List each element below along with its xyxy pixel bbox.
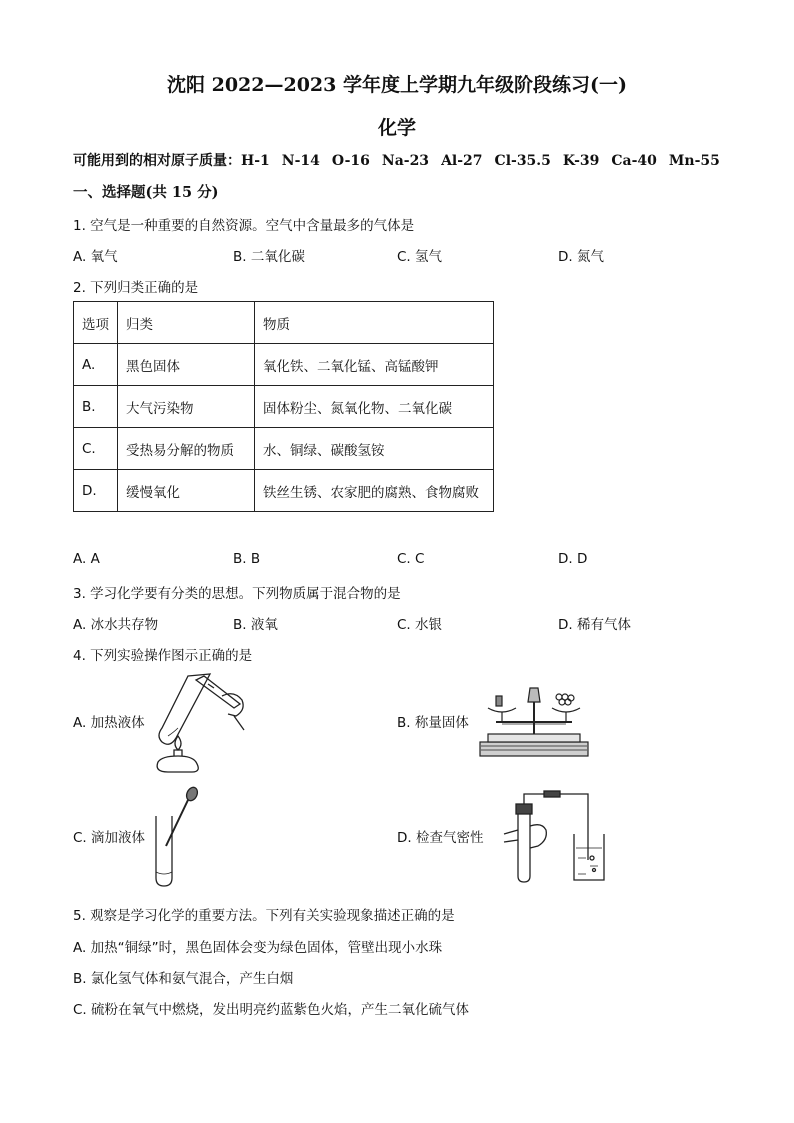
airtightness-check-figure [490, 790, 612, 884]
q3-option-b: B. 液氧 [233, 617, 278, 633]
mass-item: Ca-40 [611, 153, 657, 169]
mass-item: N-14 [281, 153, 320, 169]
q2-option-a: A. A [73, 551, 100, 567]
table-cell: 缓慢氧化 [118, 470, 255, 512]
page-title: 沈阳 2022—2023 学年度上学期九年级阶段练习(一) [167, 74, 627, 96]
q2-option-c: C. C [397, 551, 425, 567]
table-row [74, 386, 494, 428]
mass-item: Al-27 [441, 153, 483, 169]
q5-option-a: A. 加热“铜绿”时，黑色固体会变为绿色固体，管壁出现小水珠 [73, 940, 443, 956]
q4-stem: 4. 下列实验操作图示正确的是 [73, 648, 253, 664]
table-cell: B. [74, 386, 118, 428]
mass-item: K-39 [562, 153, 600, 169]
table-header-cell: 归类 [118, 302, 255, 344]
table-cell: 固体粉尘、氮氧化物、二氧化碳 [255, 386, 494, 428]
q4-option-b: B. 称量固体 [397, 715, 469, 731]
dropping-liquid-figure [152, 786, 202, 888]
q5-option-c: C. 硫粉在氧气中燃烧，发出明亮约蓝紫色火焰，产生二氧化硫气体 [73, 1002, 470, 1018]
q4-option-a: A. 加热液体 [73, 715, 145, 731]
section-heading: 一、选择题(共 15 分) [73, 184, 219, 201]
table-row [74, 470, 494, 512]
q1-option-d: D. 氮气 [558, 249, 604, 265]
q3-option-c: C. 水银 [397, 617, 443, 633]
balance-scale-figure [478, 684, 590, 760]
atomic-masses [73, 150, 732, 170]
table-header-cell: 物质 [255, 302, 494, 344]
q5-option-b: B. 氯化氢气体和氨气混合，产生白烟 [73, 971, 294, 987]
q2-table [73, 301, 494, 512]
heating-liquid-figure [148, 670, 248, 775]
q2-option-b: B. B [233, 551, 261, 567]
table-cell: 水、铜绿、碳酸氢铵 [255, 428, 494, 470]
mass-item: O-16 [331, 153, 370, 169]
q1-option-c: C. 氢气 [397, 249, 443, 265]
table-header-cell: 选项 [74, 302, 118, 344]
table-cell: D. [74, 470, 118, 512]
mass-item: Na-23 [381, 153, 430, 169]
table-cell: 受热易分解的物质 [118, 428, 255, 470]
table-cell: C. [74, 428, 118, 470]
table-row [74, 344, 494, 386]
table-cell: 铁丝生锈、农家肥的腐熟、食物腐败 [255, 470, 494, 512]
q1-option-b: B. 二氧化碳 [233, 249, 305, 265]
atomic-masses-label: 可能用到的相对原子质量： [73, 153, 241, 169]
mass-item: Mn-55 [668, 153, 720, 169]
q4-option-d: D. 检查气密性 [397, 830, 484, 846]
q3-option-d: D. 稀有气体 [558, 617, 631, 633]
q2-option-d: D. D [558, 551, 588, 567]
q1-option-a: A. 氧气 [73, 249, 118, 265]
q3-stem: 3. 学习化学要有分类的思想。下列物质属于混合物的是 [73, 586, 401, 602]
q1-stem: 1. 空气是一种重要的自然资源。空气中含量最多的气体是 [73, 218, 415, 234]
q4-option-c: C. 滴加液体 [73, 830, 146, 846]
table-header-row [74, 302, 494, 344]
mass-item: H-1 [241, 153, 270, 169]
mass-item: Cl-35.5 [494, 153, 551, 169]
q2-stem: 2. 下列归类正确的是 [73, 280, 199, 296]
q5-stem: 5. 观察是学习化学的重要方法。下列有关实验现象描述正确的是 [73, 908, 455, 924]
table-cell: A. [74, 344, 118, 386]
subject-title: 化学 [377, 117, 416, 139]
table-cell: 氧化铁、二氧化锰、高锰酸钾 [255, 344, 494, 386]
q3-option-a: A. 冰水共存物 [73, 617, 159, 633]
table-cell: 大气污染物 [118, 386, 255, 428]
table-cell: 黑色固体 [118, 344, 255, 386]
table-row [74, 428, 494, 470]
